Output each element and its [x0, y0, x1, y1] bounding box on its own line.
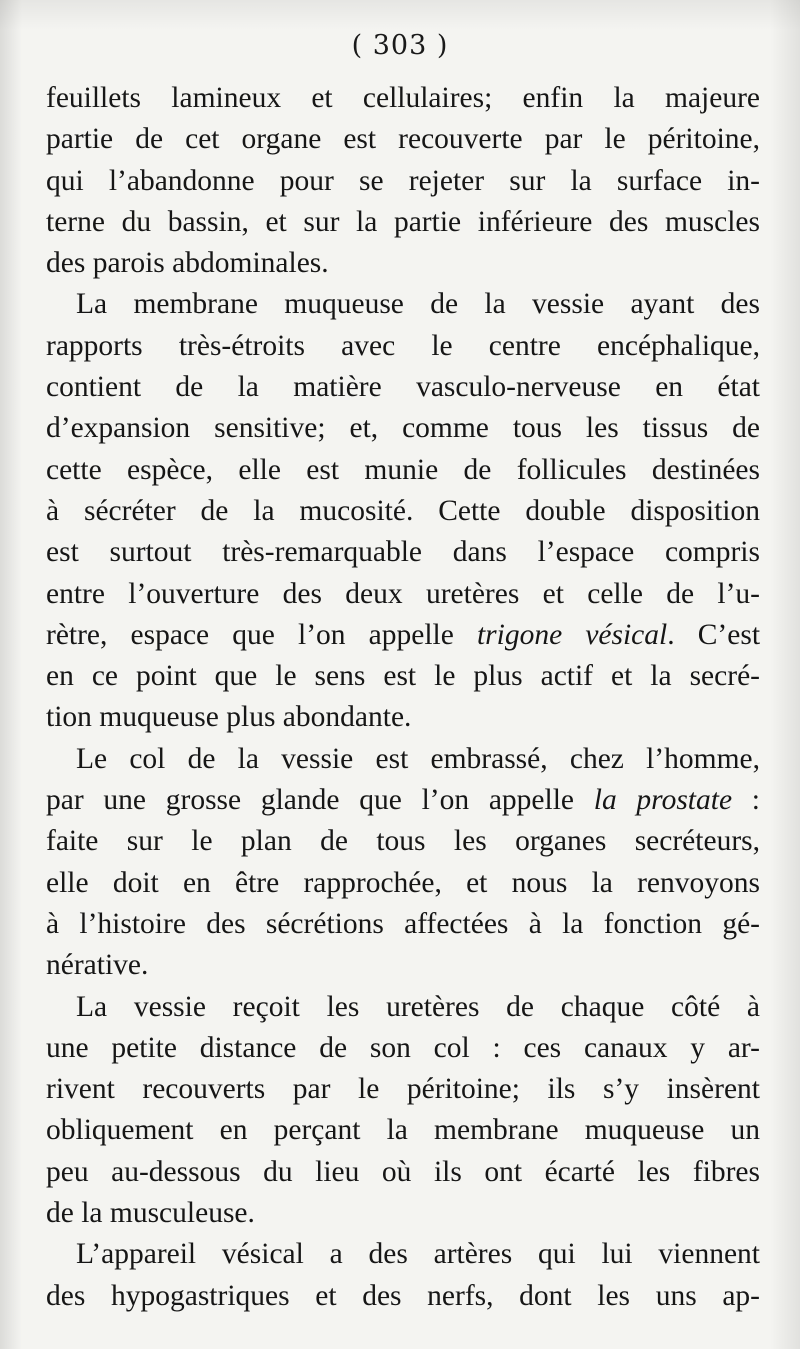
text-line: qui l’abandonne pour se rejeter sur la surface in-: [46, 164, 760, 197]
text-line: contient de la matière vasculo-nerveuse en état: [46, 371, 760, 404]
paragraph: [46, 739, 760, 987]
text-line: La vessie reçoit les uretères de chaque côté à: [76, 990, 760, 1023]
text-line: à sécréter de la mucosité. Cette double disposition: [46, 494, 760, 527]
text-line: tion muqueuse plus abondante.: [46, 701, 412, 734]
text-line: nérative.: [46, 949, 149, 982]
text-line: elle doit en être rapprochée, et nous la renvoyons: [46, 866, 760, 899]
text-line: une petite distance de son col : ces canaux y ar-: [46, 1031, 760, 1064]
paragraph: [46, 284, 760, 738]
text-line: feuillets lamineux et cellulaires; enfin la majeure: [46, 82, 760, 114]
text-line: d’expansion sensitive; et, comme tous les tissus de: [46, 412, 760, 445]
text-line: partie de cet organe est recouverte par le péritoine,: [46, 123, 760, 156]
text-line: L’appareil vésical a des artères qui lui viennent: [76, 1238, 760, 1271]
text-line: rapports très-étroits avec le centre encéphalique,: [46, 329, 760, 362]
text-line: rivent recouverts par le péritoine; ils s’y insèrent: [46, 1073, 760, 1106]
text-line: à l’histoire des sécrétions affectées à la fonction gé-: [46, 907, 760, 940]
text-line: obliquement en perçant la membrane muqueuse un: [46, 1114, 760, 1147]
page-text: [46, 78, 760, 1317]
italic-term: trigone vésical: [476, 618, 668, 651]
text-segment: rètre, espace que l’on appelle: [46, 618, 477, 651]
paragraph: [46, 987, 760, 1235]
text-line: est surtout très-remarquable dans l’espace compris: [46, 536, 760, 569]
text-line: entre l’ouverture des deux uretères et celle de l’u-: [46, 577, 760, 610]
text-segment: par une grosse glande que l’on appelle: [46, 784, 594, 817]
page-number: ( 303 ): [351, 30, 449, 61]
text-line: cette espèce, elle est munie de follicules destinées: [46, 453, 760, 486]
text-line: des hypogastriques et des nerfs, dont les uns ap-: [46, 1279, 760, 1312]
text-line-with-italic: [46, 615, 760, 656]
text-line: de la musculeuse.: [46, 1197, 255, 1230]
text-line: faite sur le plan de tous les organes secréteurs,: [46, 825, 760, 858]
text-segment: :: [732, 784, 760, 817]
text-line: La membrane muqueuse de la vessie ayant des: [76, 288, 760, 321]
paragraph: [46, 78, 760, 284]
text-line: terne du bassin, et sur la partie inférieure des muscles: [46, 205, 760, 238]
text-line: peu au-dessous du lieu où ils ont écarté les fibres: [46, 1155, 760, 1188]
text-line-with-italic: [46, 780, 760, 821]
text-line: Le col de la vessie est embrassé, chez l’homme,: [76, 742, 760, 775]
text-line: en ce point que le sens est le plus actif et la secré-: [46, 660, 760, 693]
italic-term: la prostate: [593, 784, 733, 817]
paragraph: [46, 1234, 760, 1317]
text-segment: . C’est: [667, 618, 761, 651]
text-line: des parois abdominales.: [46, 247, 329, 280]
